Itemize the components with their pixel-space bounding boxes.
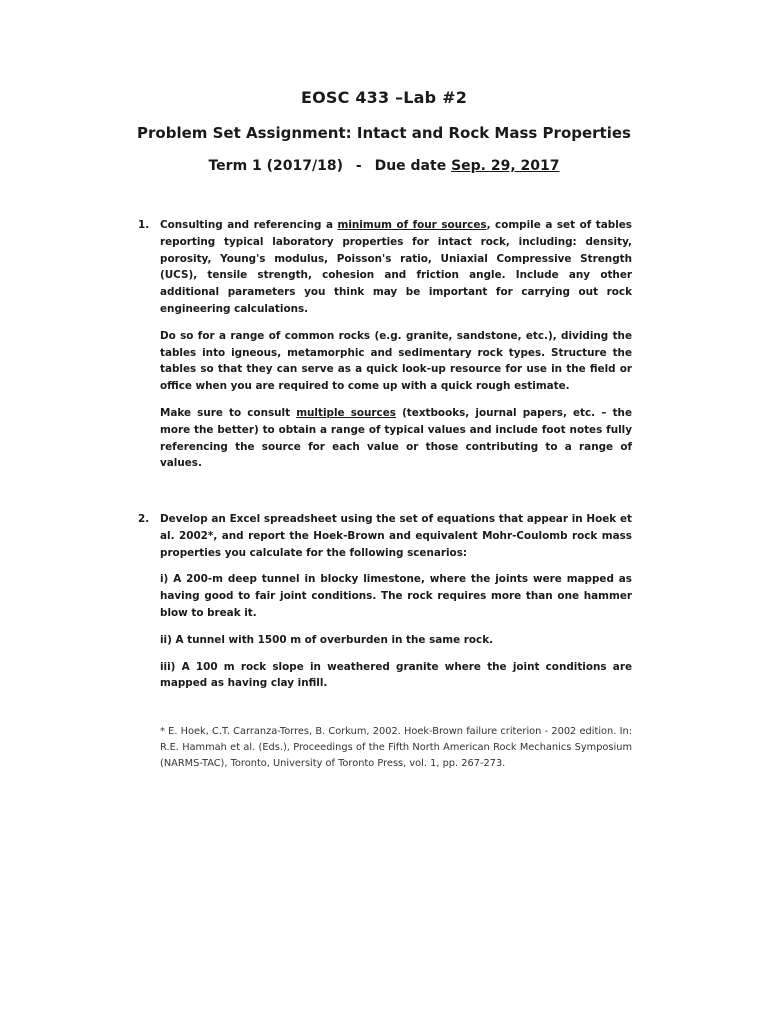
footnote: * E. Hoek, C.T. Carranza-Torres, B. Corkum, 2002. Hoek-Brown failure criterion - 2002 edition. In: R.E. Hammah et al. (Eds.), Proceedings of the Fifth North American Rock Mechanics Symposium (NARMS-TAC), Toronto, University of Toronto Press, vol. 1, pp. 267-273. bbox=[160, 726, 632, 769]
term-text: Term 1 (2017/18) bbox=[208, 158, 344, 174]
q1-p3-text-b: (textbooks, journal papers, etc. – the more the better) to obtain a range of typical values and include foot notes fully referencing the source for each value or those contributing to a range of values. bbox=[160, 406, 632, 470]
question-1-paragraph-1 bbox=[160, 217, 632, 318]
page-subtitle: Problem Set Assignment: Intact and Rock Mass Properties bbox=[137, 124, 631, 142]
question-1 bbox=[138, 217, 632, 482]
question-2 bbox=[138, 511, 632, 702]
q1-p3-underlined: multiple sources bbox=[296, 406, 396, 419]
q1-p1-underlined: minimum of four sources bbox=[337, 219, 487, 231]
term-line bbox=[0, 158, 768, 174]
term-separator: - bbox=[355, 158, 362, 174]
scenario-1: i) A 200-m deep tunnel in blocky limestone, where the joints were mapped as having good to fair joint conditions. The rock requires more than one hammer blow to break it. bbox=[160, 573, 632, 619]
question-1-paragraph-3 bbox=[160, 405, 632, 472]
due-label: Due date bbox=[374, 158, 447, 174]
due-date: Sep. 29, 2017 bbox=[451, 158, 560, 174]
page-title: EOSC 433 –Lab #2 bbox=[300, 88, 468, 107]
q1-p1-text-b: , compile a set of tables reporting typical laboratory properties for intact rock, including: density, porosity, Young's modulus, Poisson's ratio, Uniaxial Compressive Strength (UCS), tensile strength, cohesion and friction angle. Include any other additional parameters you think may be important for carrying out rock engineering calculations. bbox=[160, 219, 632, 315]
question-1-paragraph-2: Do so for a range of common rocks (e.g. granite, sandstone, etc.), dividing the tables into igneous, metamorphic and sedimentary rock types. Structure the tables so that they can serve as a quick look-up resource for use in the field or office when you are required to come up with a quick rough estimate. bbox=[160, 329, 632, 393]
scenario-2: ii) A tunnel with 1500 m of overburden in the same rock. bbox=[160, 633, 494, 646]
question-2-number: 2. bbox=[138, 513, 150, 525]
question-2-paragraph-1: Develop an Excel spreadsheet using the set of equations that appear in Hoek et al. 2002*, and report the Hoek-Brown and equivalent Mohr-Coulomb rock mass properties you calculate for the following scenarios: bbox=[160, 513, 632, 559]
q1-p3-text-a: Make sure to consult bbox=[160, 406, 297, 419]
scenario-3: iii) A 100 m rock slope in weathered granite where the joint conditions are mapped as having clay infill. bbox=[160, 660, 632, 690]
question-1-number: 1. bbox=[138, 219, 150, 231]
q1-p1-text-a: Consulting and referencing a bbox=[160, 219, 338, 231]
